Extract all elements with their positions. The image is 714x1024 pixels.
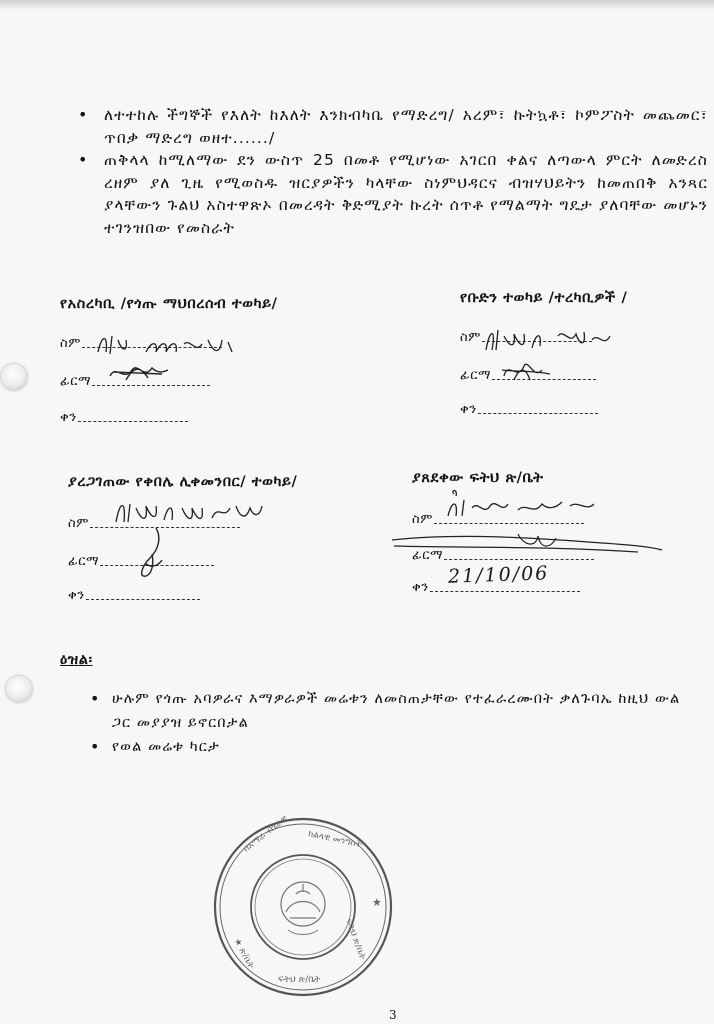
signature-block-heading: የቡድን ተወካይ /ተረካቢዎች / [460, 290, 628, 306]
signature-label: ፊርማ [460, 368, 492, 383]
name-label: ስም [68, 516, 89, 531]
signature-label: ፊርማ [412, 548, 444, 563]
svg-text:ፍትህ ጽ/ቤት: ፍትህ ጽ/ቤት [278, 975, 321, 985]
date-row [412, 580, 580, 595]
signature-label: ፊርማ [68, 554, 100, 569]
obligation-item: • ለተተከሉ ችግኞች የእለት ከእለት እንክብካቤ የማድረግ/ አረም፣ ኩትኳቶ፣ ኮምፖስት መጨመር፣ ጥበቃ ማድረግ ወዘተ....../ [72, 104, 708, 149]
svg-text:ክልላዊ መንግስት: ክልላዊ መንግስት [307, 829, 363, 851]
signature-row [60, 374, 210, 389]
signature-block-justice-office [412, 470, 692, 600]
attachment-list [86, 687, 686, 759]
obligations-list [72, 104, 708, 239]
svg-text:በአማራ ብሄራዊ: በአማራ ብሄራዊ [241, 813, 290, 855]
attachment-item: • ሁሉም የጎጡ አባዎራና እማዎራዎች መሬቱን ለመስጠታቸው የተፈራረሙበት ቃለጉባኤ ከዚህ ውል ጋር መያያዝ ይኖርበታል [86, 687, 686, 735]
name-row [412, 512, 584, 527]
date-row [68, 588, 200, 603]
name-label: ስም [460, 330, 481, 345]
attachment-item: • የወል መሬቱ ካርታ [86, 735, 686, 759]
date-row [60, 410, 188, 425]
name-label: ስም [60, 336, 81, 351]
signature-row [68, 554, 214, 569]
name-label: ስም [412, 512, 433, 527]
name-row [68, 516, 240, 531]
signature-block-heading: የአስረካቢ /የጎጡ ማህበረሰብ ተወካይ/ [60, 296, 278, 312]
date-label: ቀን [460, 402, 477, 417]
svg-text:★ ጽ/ቤት: ★ ጽ/ቤት [231, 936, 256, 971]
signature-block-handover [60, 296, 360, 426]
date-label: ቀን [68, 588, 85, 603]
signature-block-heading: ያጸደቀው ፍትህ ጽ/ቤት [412, 470, 544, 486]
signature-block-heading: ያረጋገጠው የቀበሌ ሊቀመንበር/ ተወካይ/ [68, 474, 298, 490]
obligation-item: • ጠቅላላ ከሚለማው ደን ውስጥ 25 በመቶ የሚሆነው አገርበ ቀልና ለጣውላ ምርት ለመድረስ ረዘም ያለ ጊዜ የሚወስዱ ዝርያዎችን ካላቸው ስነምህዳርና ብዝሃህይትን ከመጠበቅ አንጻር ያላቸውን ጉልህ አስተዋጽኦ በመረዳት ቅድሚያት ኩረት ሰጥቶ የማልማት ግዴታ ያለባቸው መሆኑን ተገንዝበው የመስራት [72, 149, 708, 239]
signature-row [460, 368, 596, 383]
page-top-edge [0, 0, 714, 10]
signature-row [412, 548, 594, 563]
punch-hole-upper [1, 364, 27, 390]
page-number: 3 [389, 1008, 397, 1022]
name-row [460, 330, 592, 345]
name-row [60, 336, 222, 351]
date-label: ቀን [412, 580, 429, 595]
signature-label: ፊርማ [60, 374, 92, 389]
date-label: ቀን [60, 410, 77, 425]
signature-block-kebele [68, 474, 368, 604]
handwritten-date-4: 21/10/06 [447, 562, 550, 588]
svg-text:ፍትህ ጽ/ቤት: ፍትህ ጽ/ቤት [343, 917, 368, 961]
official-seal-stamp [208, 812, 398, 1002]
seal-emblem-icon [281, 882, 325, 935]
signature-block-group [460, 290, 710, 420]
seal-star-icon: ★ [372, 896, 382, 909]
punch-hole-lower [6, 676, 32, 702]
date-row [460, 402, 598, 417]
attachment-title: ዕዝል፡ [60, 652, 93, 668]
